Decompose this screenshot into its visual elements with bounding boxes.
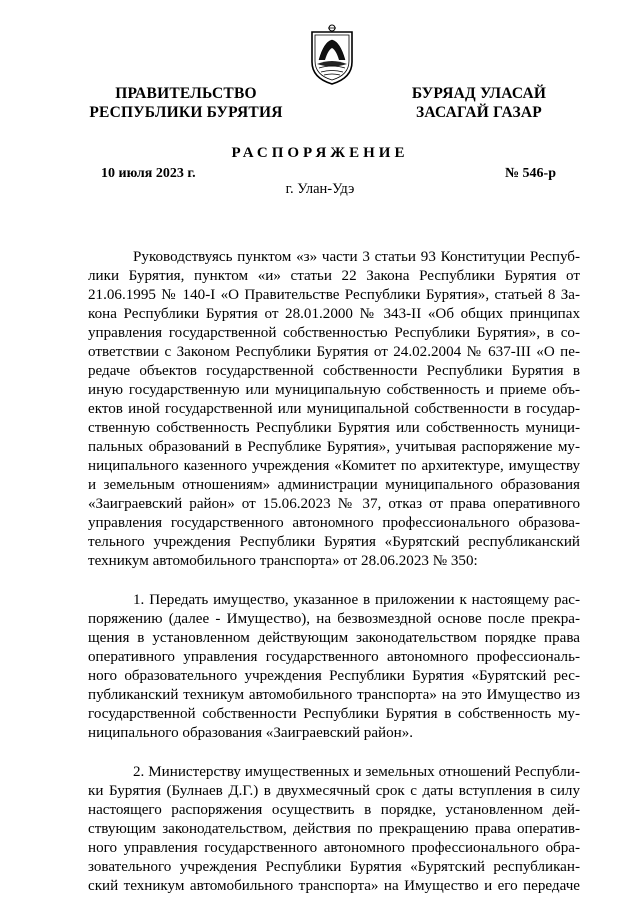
header-left-line-2: РЕСПУБЛИКИ БУРЯТИЯ [89, 104, 283, 121]
body-line: Руководствуясь пунктом «з» части 3 статьи 93 Конституции Респуб- [133, 249, 580, 265]
document-date: 10 июля 2023 г. [101, 166, 196, 181]
body-line: ответствии с Законом Республики Бурятия от 24.02.2004 № 637-III «О пе- [88, 344, 580, 360]
document-type: РАСПОРЯЖЕНИЕ [231, 145, 409, 161]
body-line: иную государственную или муниципальную собственность и приеме объ- [88, 382, 580, 398]
document-body [88, 248, 580, 896]
body-line: ский техникум автомобильного транспорта» на Имущество и его передаче [88, 878, 580, 894]
body-line: управления государственного автономного профессионального образова- [88, 515, 580, 531]
body-line: оперативного управления государственного автономного профессиональ- [88, 649, 580, 665]
body-line: ного образовательного учреждения Республики Бурятия «Бурятский рес- [88, 668, 580, 684]
body-line: 2. Министерству имущественных и земельных отношений Республи- [133, 764, 580, 780]
body-line: лики Бурятия, пунктом «и» статьи 22 Закона Республики Бурятия от [88, 268, 580, 284]
body-line: ственную собственность Республики Бурятия или собственность муници- [88, 420, 580, 436]
body-line: 1. Передать имущество, указанное в приложении к настоящему рас- [133, 592, 580, 608]
body-line: ниципального казенного учреждения «Комитет по архитектуре, имуществу [88, 458, 580, 474]
body-line: редаче объектов государственной собственности Республики Бурятия в [88, 363, 580, 379]
paragraph-item-1 [88, 591, 580, 743]
header-right [394, 84, 564, 122]
body-line: публиканский техникум автомобильного транспорта» на это Имущество из [88, 687, 580, 703]
document-number: № 546-р [504, 166, 556, 181]
document-city: г. Улан-Удэ [285, 181, 355, 197]
body-line: щения в установленном действующим законодательством порядке права [88, 630, 580, 646]
body-line: ниципального образования «Заиграевский район». [88, 725, 414, 741]
body-line: зовательного учреждения Республики Бурятия «Бурятский республикан- [88, 859, 580, 875]
body-line: тельного учреждения Республики Бурятия «Бурятский республиканский [88, 534, 580, 550]
header-right-line-2: ЗАСАГАЙ ГАЗАР [416, 104, 542, 121]
body-line: управления государственной собственностью Республики Бурятия», в со- [88, 325, 580, 341]
body-line: ектов иной государственной или муниципальной собственности в государ- [88, 401, 580, 417]
body-line: и земельным отношениям» администрации муниципального образования [88, 477, 580, 493]
body-line: техникум автомобильного транспорта» от 28.06.2023 № 350: [88, 553, 478, 569]
paragraph-preamble [88, 248, 580, 571]
body-line: ствующим законодательством, действия по прекращению права оператив- [88, 821, 580, 837]
body-line: настоящего распоряжения осуществить в порядке, установленном дей- [88, 802, 580, 818]
body-line: ки Бурятия (Булнаев Д.Г.) в двухмесячный срок с даты вступления в силу [88, 783, 580, 799]
header-left [88, 84, 284, 122]
body-line: кона Республики Бурятия от 28.01.2000 № 343-II «Об общих принципах [88, 306, 580, 322]
coat-of-arms-emblem [307, 22, 357, 86]
body-line: 21.06.1995 № 140-I «О Правительстве Республики Бурятия», статьей 8 За- [88, 287, 580, 303]
header-left-line-1: ПРАВИТЕЛЬСТВО [115, 85, 257, 102]
body-line: государственной собственности Республики Бурятия в собственность му- [88, 706, 580, 722]
header-right-line-1: БУРЯАД УЛАСАЙ [411, 85, 547, 102]
body-line: пальных образований в Республике Бурятия», учитывая распоряжение му- [88, 439, 580, 455]
body-line: поряжению (далее - Имущество), на безвозмездной основе после прекра- [88, 611, 580, 627]
paragraph-item-2 [88, 763, 580, 896]
body-line: ного управления государственного автономного профессионального обра- [88, 840, 580, 856]
body-line: «Заиграевский район» от 15.06.2023 № 37, отказ от права оперативного [88, 496, 580, 512]
